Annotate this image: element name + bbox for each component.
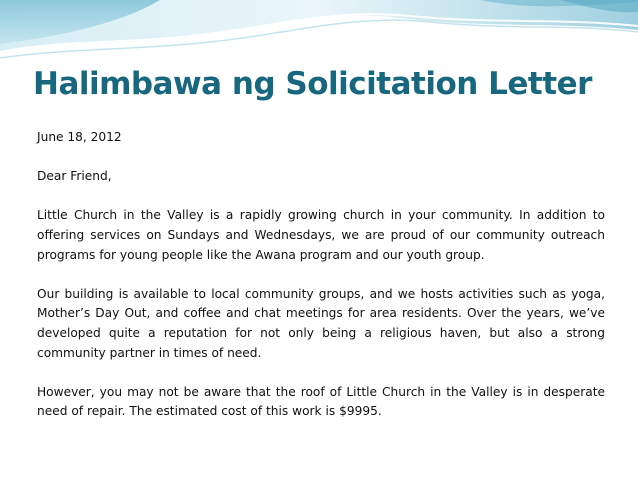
letter-date: June 18, 2012 (37, 130, 122, 144)
header-wave-decoration (0, 0, 638, 70)
letter-paragraph: Our building is available to local community groups, and we hosts activities such as yoga, Mother’s Day Out, and coffee and chat meetings for area residents. Over the years, we’ve developed quite a reputation for not only being a religious haven, but also a strong community partner in times of need. (37, 286, 605, 360)
letter-paragraph: Little Church in the Valley is a rapidly growing church in your community. In addition to offering services on Sundays and Wednesdays, we are proud of our community outreach programs for young people like the Awana program and our youth group. (37, 208, 605, 262)
letter-body (37, 128, 605, 442)
letter-paragraph: However, you may not be aware that the roof of Little Church in the Valley is in desperate need of repair. The estimated cost of this work is $9995. (37, 384, 605, 419)
page-title: Halimbawa ng Solicitation Letter (33, 66, 592, 102)
letter-salutation: Dear Friend, (37, 169, 112, 184)
